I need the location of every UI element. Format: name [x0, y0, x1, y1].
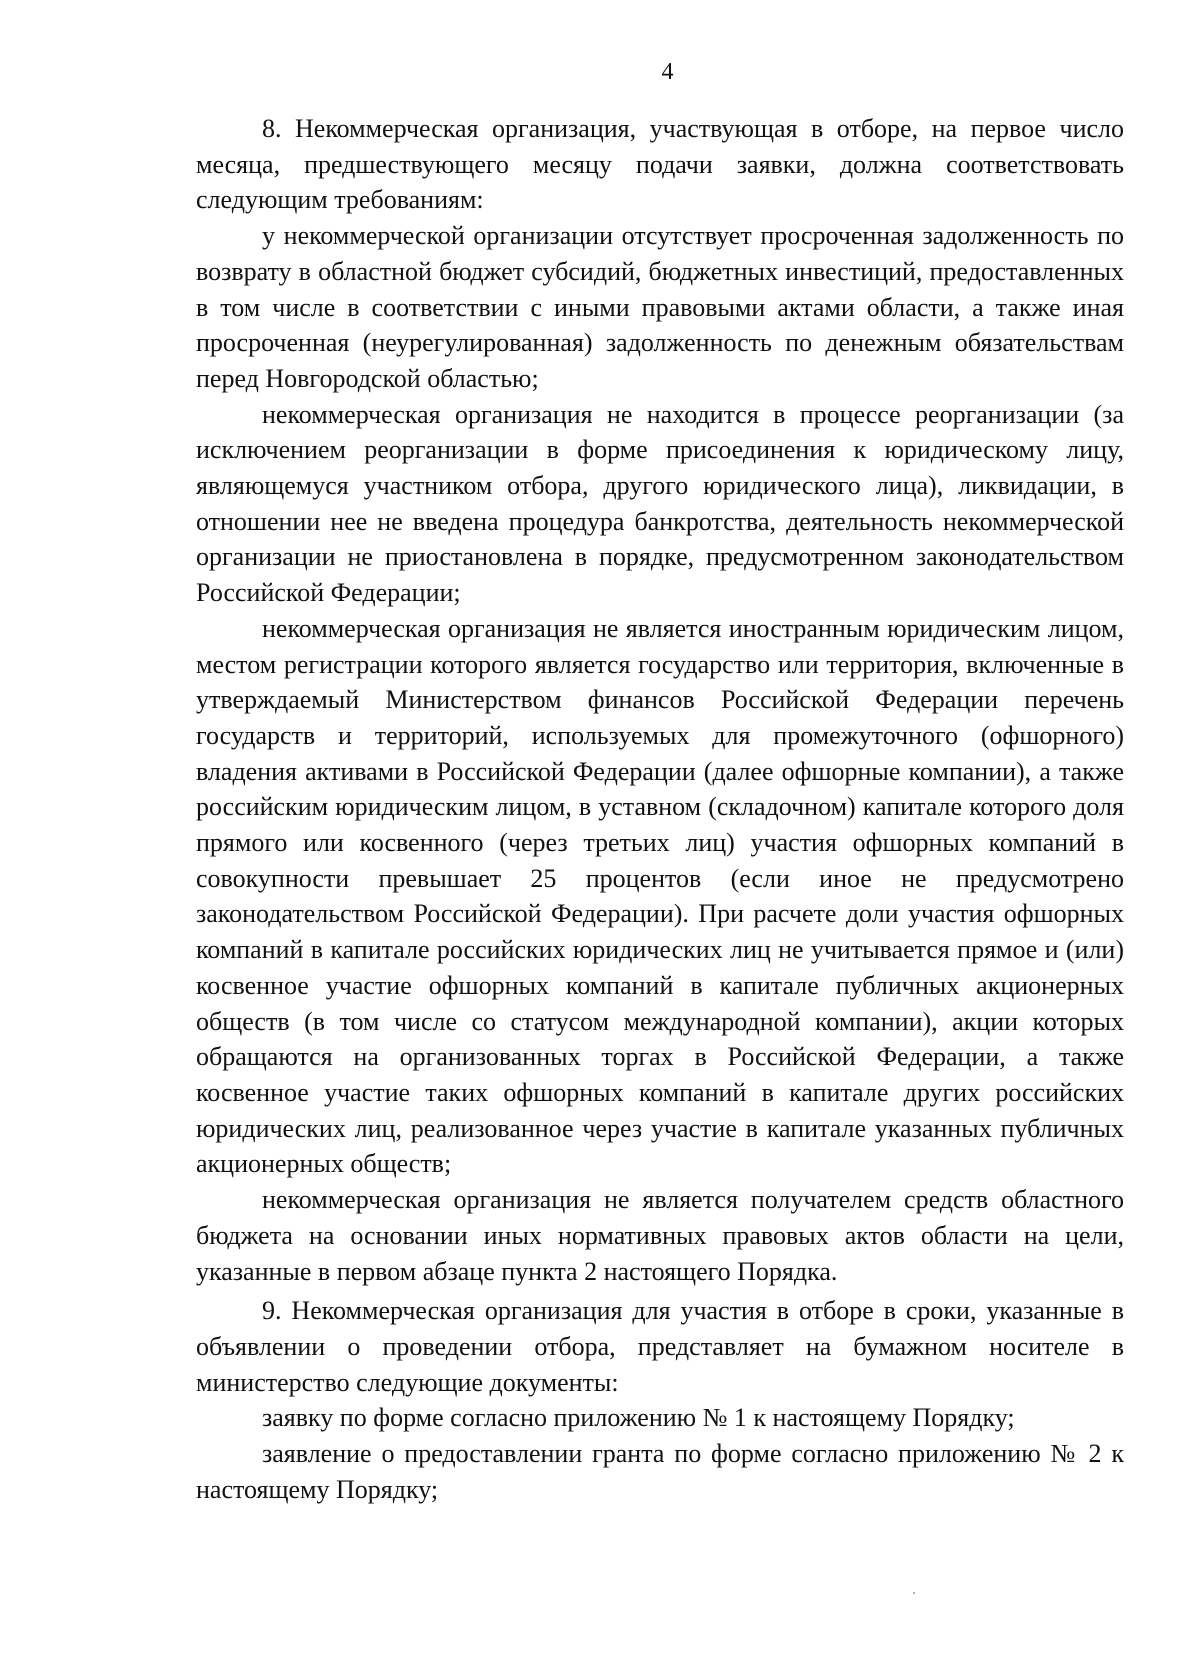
paragraph-grant-statement: заявление о предоставлении гранта по форме согласно приложению № 2 к настоящему Порядку;: [196, 1439, 1124, 1504]
document-body: [196, 111, 1124, 1507]
paragraph-item-8-requirements: 8. Некоммерческая организация, участвующая в отборе, на первое число месяца, предшествующего месяцу подачи заявки, должна соответствовать следующим требованиям:: [196, 114, 1124, 215]
paragraph-no-debt: у некоммерческой организации отсутствует просроченная задолженность по возврату в областной бюджет субсидий, бюджетных инвестиций, предоставленных в том числе в соответствии с иными правовыми актами области, а также иная просроченная (неурегулированная) задолженность по денежным обязательствам перед Новгородской областью;: [196, 221, 1124, 393]
paragraph-no-reorganization: некоммерческая организация не находится в процессе реорганизации (за исключением реорганизации в форме присоединения к юридическому лицу, являющемуся участником отбора, другого юридического лица), ликвидации, в отношении нее не введена процедура банкротства, деятельность некоммерческой организации не приостановлена в порядке, предусмотренном законодательством Российской Федерации;: [196, 399, 1124, 608]
scan-speck: [913, 1592, 915, 1594]
paragraph-application-form: заявку по форме согласно приложению № 1 к настоящему Порядку;: [262, 1403, 1015, 1433]
paragraph-not-foreign-entity: некоммерческая организация не является иностранным юридическим лицом, местом регистрации которого является государство или территория, включенные в утверждаемый Министерством финансов Российской Федерации перечень государств и территорий, используемых для промежуточного (офшорного) владения активами в Российской Федерации (далее офшорные компании), а также российским юридическим лицом, в уставном (складочном) капитале которого доля прямого или косвенного (через третьих лиц) участия офшорных компаний в совокупности превышает 25 процентов (если иное не предусмотрено законодательством Российской Федерации). При расчете доли участия офшорных компаний в капитале российских юридических лиц не учитывается прямое и (или) косвенное участие офшорных компаний в капитале публичных акционерных обществ (в том числе со статусом международной компании), акции которых обращаются на организованных торгах в Российской Федерации, а также косвенное участие таких офшорных компаний в капитале других российских юридических лиц, реализованное через участие в капитале указанных публичных акционерных обществ;: [196, 613, 1124, 1179]
paragraph-not-budget-recipient: некоммерческая организация не является получателем средств областного бюджета на основании иных нормативных правовых актов области на цели, указанные в первом абзаце пункта 2 настоящего Порядка.: [196, 1185, 1124, 1286]
paragraph-item-9-documents: 9. Некоммерческая организация для участия в отборе в сроки, указанные в объявлении о проведении отбора, представляет на бумажном носителе в министерство следующие документы:: [196, 1296, 1124, 1397]
page-number: 4: [661, 59, 674, 85]
